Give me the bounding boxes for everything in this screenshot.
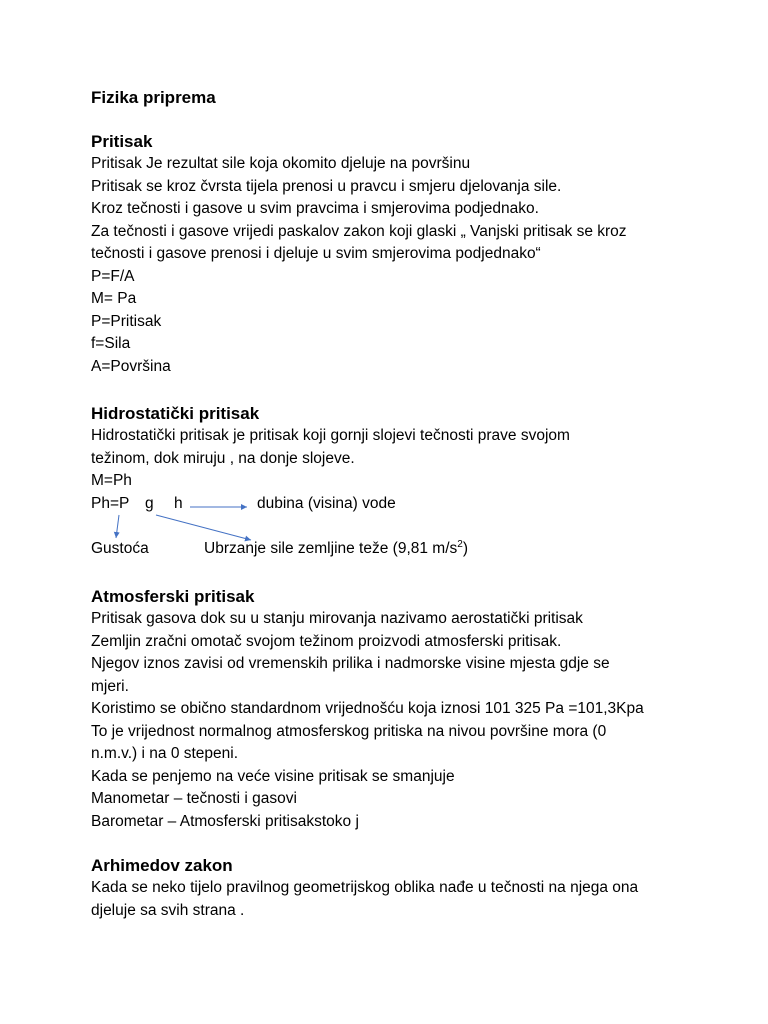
paragraph-line: Zemljin zračni omotač svojom težinom proizvodi atmosferski pritisak. — [91, 632, 562, 650]
paragraph-line: Barometar – Atmosferski pritisakstoko j — [91, 812, 359, 830]
section-heading-pritisak: Pritisak — [91, 132, 153, 151]
density-label: Gustoća — [91, 539, 149, 557]
paragraph-line: Kada se neko tijelo pravilnog geometrijskog oblika nađe u tečnosti na njega ona — [91, 879, 639, 896]
paragraph-line: Pritisak Je rezultat sile koja okomito djeluje na površinu — [91, 155, 471, 172]
paragraph-line: Manometar – tečnosti i gasovi — [91, 790, 297, 807]
gravity-exponent: 2 — [457, 538, 463, 550]
paragraph-line: Hidrostatički pritisak je pritisak koji gornji slojevi tečnosti prave svojom — [91, 427, 570, 444]
formula-lhs: Ph=P — [91, 494, 130, 512]
section-pritisak — [91, 131, 731, 378]
paragraph-line: težinom, dok miruju , na donje slojeve. — [91, 449, 355, 467]
formula-line: f=Sila — [91, 335, 131, 352]
section-hidrostaticki — [91, 403, 731, 560]
paragraph-line: Kroz tečnosti i gasove u svim pravcima i smjerovima podjednako. — [91, 200, 539, 217]
paragraph-line: Za tečnosti i gasove vrijedi paskalov zakon koji glaski „ Vanjski pritisak se kroz — [91, 222, 627, 240]
formula-line: A=Površina — [91, 357, 171, 375]
hydrostatic-formula — [91, 493, 731, 516]
section-heading-atmosferski: Atmosferski pritisak — [91, 587, 255, 606]
document-title: Fizika priprema — [91, 88, 216, 107]
paragraph-line: n.m.v.) i na 0 stepeni. — [91, 745, 239, 762]
section-atmosferski — [91, 586, 731, 833]
section-heading-arhimedov: Arhimedov zakon — [91, 856, 233, 875]
paragraph-line: Pritisak gasova dok su u stanju mirovanja nazivamo aerostatički pritisak — [91, 610, 583, 627]
section-arhimedov — [91, 855, 731, 922]
formula-line: M= Pa — [91, 290, 137, 307]
formula-line: P=F/A — [91, 267, 135, 285]
formula-labels — [91, 538, 731, 561]
paragraph-line: Koristimo se obično standardnom vrijednošću koja iznosi 101 325 Pa =101,3Kpa — [91, 700, 644, 717]
formula-spacer — [91, 515, 731, 538]
paragraph-line: Pritisak se kroz čvrsta tijela prenosi u pravcu i smjeru djelovanja sile. — [91, 177, 562, 195]
paragraph-line: Njegov iznos zavisi od vremenskih prilika i nadmorske visine mjesta gdje se — [91, 655, 610, 672]
paragraph-line: To je vrijednost normalnog atmosferskog pritiska na nivou površine mora (0 — [91, 722, 607, 740]
formula-h: h — [174, 494, 183, 512]
gravity-label-text: Ubrzanje sile zemljine teže (9,81 m/s — [204, 539, 458, 557]
paragraph-line: djeluje sa svih strana . — [91, 901, 245, 919]
formula-h-meaning: dubina (visina) vode — [257, 494, 396, 512]
paragraph-line: mjeri. — [91, 677, 129, 695]
gravity-label-close: ) — [462, 539, 469, 557]
paragraph-line: tečnosti i gasove prenosi i djeluje u svim smjerovima podjednako“ — [91, 245, 541, 262]
formula-line: M=Ph — [91, 472, 132, 489]
formula-g: g — [145, 494, 154, 512]
formula-line: P=Pritisak — [91, 312, 162, 330]
paragraph-line: Kada se penjemo na veće visine pritisak se smanjuje — [91, 767, 455, 785]
section-heading-hidrostaticki: Hidrostatički pritisak — [91, 404, 260, 423]
gravity-label — [204, 538, 468, 561]
